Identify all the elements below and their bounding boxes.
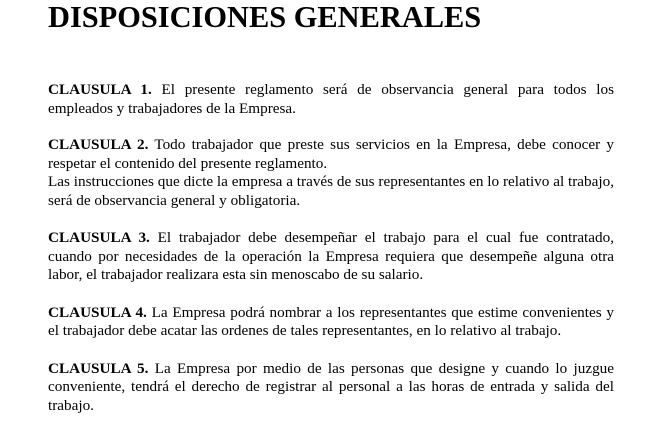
clause-4-paragraph-1 bbox=[48, 304, 614, 341]
clause-list bbox=[48, 81, 614, 415]
clause-5-label: CLAUSULA 5. bbox=[48, 359, 149, 377]
clause-5-paragraph-1 bbox=[48, 360, 614, 416]
section-heading: DISPOSICIONES GENERALES bbox=[48, 0, 482, 34]
clause-5 bbox=[48, 360, 614, 416]
clause-1-paragraph-1 bbox=[48, 81, 614, 118]
clause-2-label: CLAUSULA 2. bbox=[48, 136, 149, 153]
clause-1 bbox=[48, 81, 614, 118]
clause-2-paragraph-2 bbox=[48, 173, 614, 210]
clause-3-label: CLAUSULA 3. bbox=[48, 229, 150, 246]
clause-4-label: CLAUSULA 4. bbox=[48, 303, 147, 321]
clause-4 bbox=[48, 304, 614, 341]
clause-1-label: CLAUSULA 1. bbox=[48, 81, 152, 98]
clause-2-text-2: Las instrucciones que dicte la empresa a través de sus representantes en lo relativo al trabajo, será de observancia general y obligatoria. bbox=[48, 173, 614, 209]
clause-3-paragraph-1 bbox=[48, 229, 614, 285]
clause-2-text-1: Todo trabajador que preste sus servicios en la Empresa, debe conocer y respetar el contenido del presente reglamento. bbox=[48, 136, 614, 172]
clause-5-text-1: La Empresa por medio de las personas que designe y cuando lo juzgue conveniente, tendrá el derecho de registrar al personal a las horas de entrada y salida del trabajo. bbox=[48, 359, 614, 414]
clause-4-text-1: La Empresa podrá nombrar a los representantes que estime convenientes y el trabajador debe acatar las ordenes de tales representantes, en lo relativo al trabajo. bbox=[48, 303, 614, 339]
clause-1-text-1: El presente reglamento será de observancia general para todos los empleados y trabajadores de la Empresa. bbox=[48, 81, 614, 117]
clause-2 bbox=[48, 136, 614, 210]
document-page bbox=[48, 0, 615, 433]
clause-3-text-1: El trabajador debe desempeñar el trabajo para el cual fue contratado, cuando por necesidades de la operación la Empresa requiera que desempeñe alguna otra labor, el trabajador realizara esta sin menoscabo de su salario. bbox=[48, 229, 615, 283]
clause-2-paragraph-1 bbox=[48, 136, 614, 173]
clause-3 bbox=[48, 229, 614, 285]
